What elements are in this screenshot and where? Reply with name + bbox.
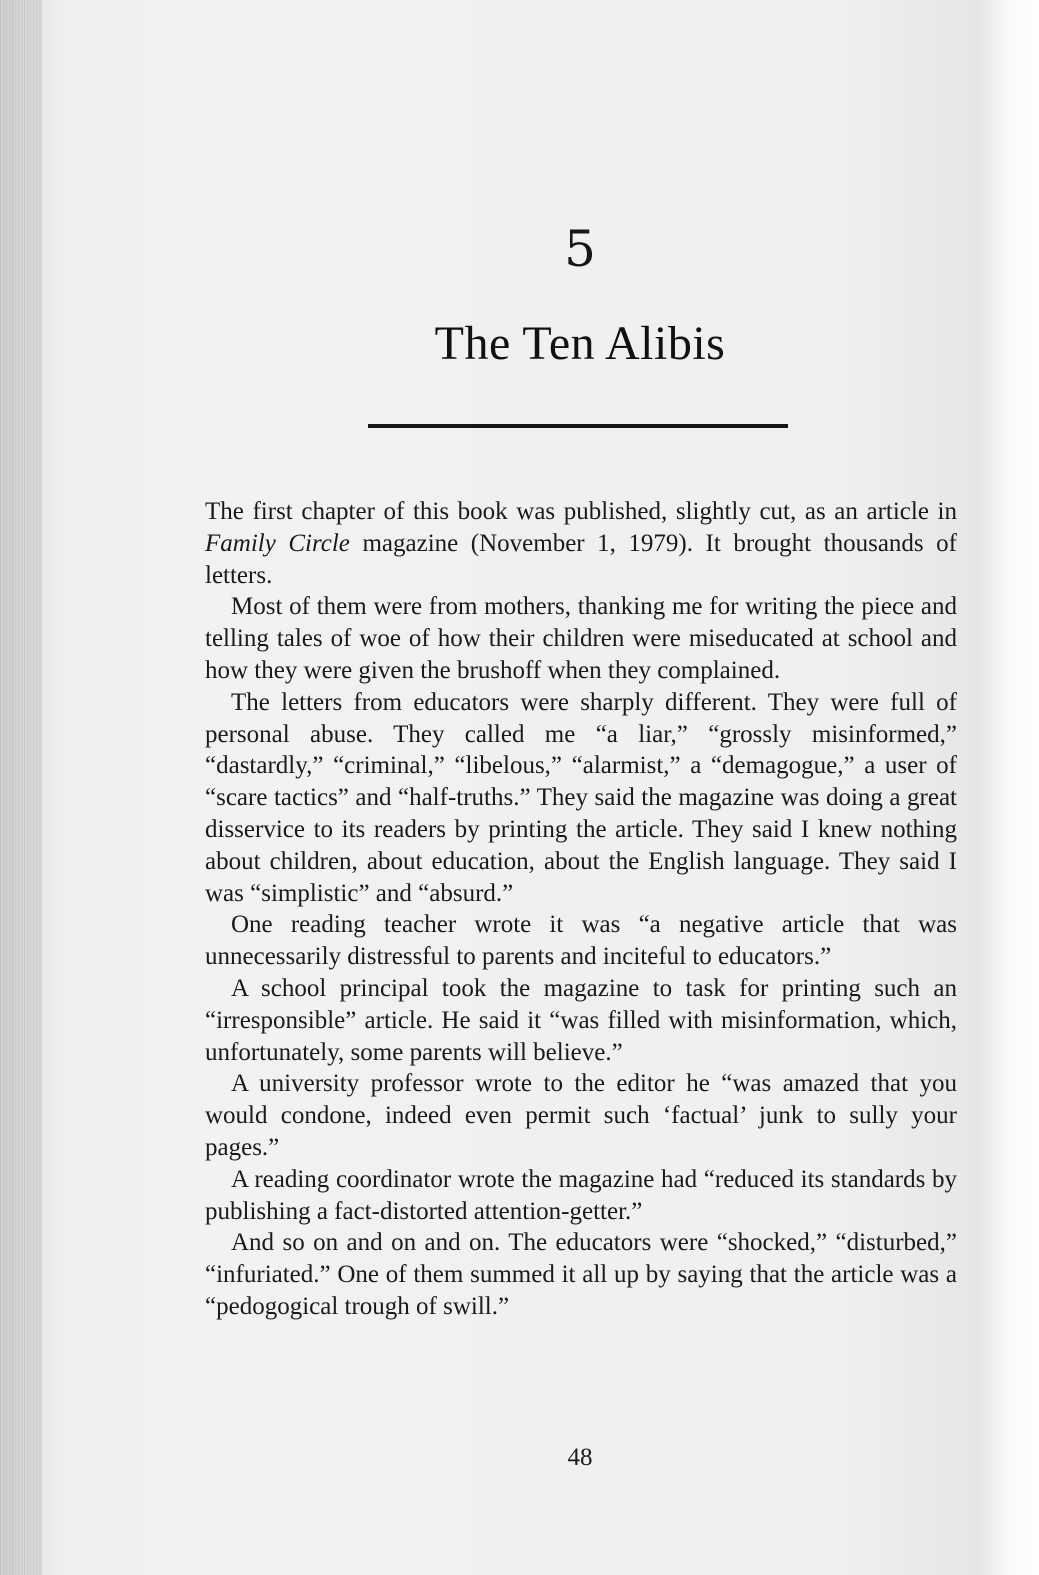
chapter-title: The Ten Alibis (434, 317, 726, 370)
paragraph-6: A university professor wrote to the editor he “was amazed that you would condone, indeed even permit such ‘factual’ junk to sully your pages.” (205, 1070, 957, 1161)
paragraph-1-text-start: The first chapter of this book was published, slightly cut, as an article in (205, 498, 957, 525)
paragraph-8: And so on and on and on. The educators were “shocked,” “disturbed,” “infuriated.” One of them summed it all up by saying that the article was a “pedogogical trough of swill.” (205, 1229, 957, 1320)
paragraph-5: A school principal took the magazine to task for printing such an “irresponsible” article. He said it “was filled with misinformation, which, unfortunately, some parents will believe.” (205, 974, 957, 1066)
paragraph-7: A reading coordinator wrote the magazine had “reduced its standards by publishing a fact-distorted attention-getter.” (205, 1165, 957, 1225)
paragraph-2: Most of them were from mothers, thanking me for writing the piece and telling tales of woe of how their children were miseducated at school and how they were given the brushoff when they complained. (205, 593, 957, 684)
paragraph-3: The letters from educators were sharply different. They were full of personal abuse. They called me “a liar,” “grossly misinformed,” “dastardly,” “criminal,” “libelous,” “alarmist,” a “demagogue,” a user of “scare tactics” and “half-truths.” They said the magazine was doing a great disservice to its readers by printing the article. They said I knew nothing about children, about education, about the English language. They said I was “simplistic” and “absurd.” (205, 688, 957, 907)
magazine-title: Family Circle (205, 529, 350, 557)
paragraph-4: One reading teacher wrote it was “a negative article that was unnecessarily distressful to parents and inciteful to educators.” (205, 911, 957, 971)
chapter-number: 5 (564, 220, 596, 278)
paragraph-1-text-end: magazine (November 1, 1979). It brought thousands of letters. (205, 529, 958, 589)
chapter-body (205, 496, 957, 1323)
page-number: 48 (567, 1444, 593, 1471)
paragraph-1 (205, 496, 957, 591)
title-rule (368, 424, 788, 428)
